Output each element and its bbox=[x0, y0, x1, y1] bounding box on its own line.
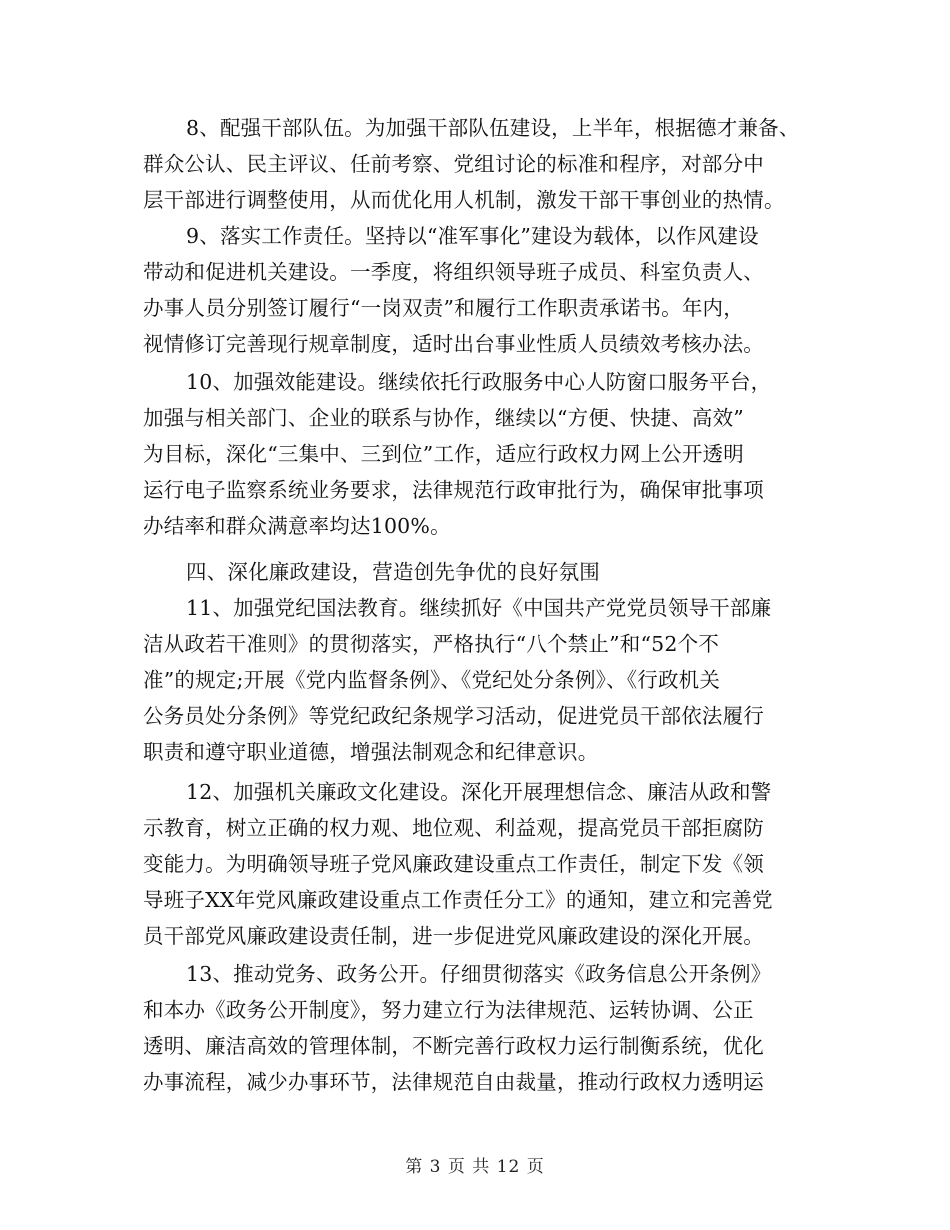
paragraph-11-line-3: 准”的规定;开展《党内监督条例》、《党纪处分条例》、《行政机关 bbox=[143, 668, 721, 692]
paragraph-12-line-2: 示教育，树立正确的权力观、地位观、利益观，提高党员干部拒腐防 bbox=[143, 816, 764, 840]
paragraph-11-line-2: 洁从政若干准则》的贯彻落实，严格执行“八个禁止”和“52个不 bbox=[143, 632, 720, 656]
paragraph-13-line-1: 13、推动党务、政务公开。仔细贯彻落实《政务信息公开条例》 bbox=[186, 962, 772, 986]
page-number-footer: 第 3 页 共 12 页 bbox=[405, 1157, 545, 1177]
paragraph-9-line-1: 9、落实工作责任。坚持以“准军事化”建设为载体，以作风建设 bbox=[186, 224, 759, 248]
paragraph-12-line-4: 导班子XX年党风廉政建设重点工作责任分工》的通知，建立和完善党 bbox=[143, 888, 773, 912]
paragraph-13-line-3: 透明、廉洁高效的管理体制，不断完善行政权力运行制衡系统，优化 bbox=[143, 1034, 764, 1058]
paragraph-10-line-1: 10、加强效能建设。继续依托行政服务中心人防窗口服务平台， bbox=[186, 370, 772, 394]
paragraph-12-line-1: 12、加强机关廉政文化建设。深化开展理想信念、廉洁从政和警 bbox=[186, 780, 772, 804]
paragraph-13-line-4: 办事流程，减少办事环节，法律规范自由裁量，推动行政权力透明运 bbox=[143, 1070, 764, 1094]
paragraph-12-line-5: 员干部党风廉政建设责任制，进一步促进党风廉政建设的深化开展。 bbox=[143, 924, 764, 948]
paragraph-8-line-1: 8、配强干部队伍。为加强干部队伍建设，上半年，根据德才兼备、 bbox=[186, 116, 800, 140]
paragraph-12-line-3: 变能力。为明确领导班子党风廉政建设重点工作责任，制定下发《领 bbox=[143, 852, 764, 876]
paragraph-10-line-3: 为目标，深化“三集中、三到位”工作，适应行政权力网上公开透明 bbox=[143, 442, 744, 466]
paragraph-9-line-2: 带动和促进机关建设。一季度，将组织领导班子成员、科室负责人、 bbox=[143, 260, 764, 284]
paragraph-8-line-3: 层干部进行调整使用，从而优化用人机制，激发干部干事创业的热情。 bbox=[143, 188, 785, 212]
paragraph-9-line-3: 办事人员分别签订履行“一岗双责”和履行工作职责承诺书。年内， bbox=[143, 296, 744, 320]
paragraph-10-line-5: 办结率和群众满意率均达100%。 bbox=[143, 514, 451, 538]
section-heading: 四、深化廉政建设，营造创先争优的良好氛围 bbox=[186, 560, 600, 584]
paragraph-11-line-4: 公务员处分条例》等党纪政纪条规学习活动，促进党员干部依法履行 bbox=[143, 704, 764, 728]
paragraph-10-line-2: 加强与相关部门、企业的联系与协作，继续以“方便、快捷、高效” bbox=[143, 406, 744, 430]
paragraph-13-line-2: 和本办《政务公开制度》，努力建立行为法律规范、运转协调、公正 bbox=[143, 998, 754, 1022]
paragraph-9-line-4: 视情修订完善现行规章制度，适时出台事业性质人员绩效考核办法。 bbox=[143, 332, 764, 356]
paragraph-11-line-5: 职责和遵守职业道德，增强法制观念和纪律意识。 bbox=[143, 740, 599, 764]
paragraph-10-line-4: 运行电子监察系统业务要求，法律规范行政审批行为，确保审批事项 bbox=[143, 478, 764, 502]
paragraph-8-line-2: 群众公认、民主评议、任前考察、党组讨论的标准和程序，对部分中 bbox=[143, 152, 764, 176]
paragraph-11-line-1: 11、加强党纪国法教育。继续抓好《中国共产党党员领导干部廉 bbox=[186, 596, 772, 620]
